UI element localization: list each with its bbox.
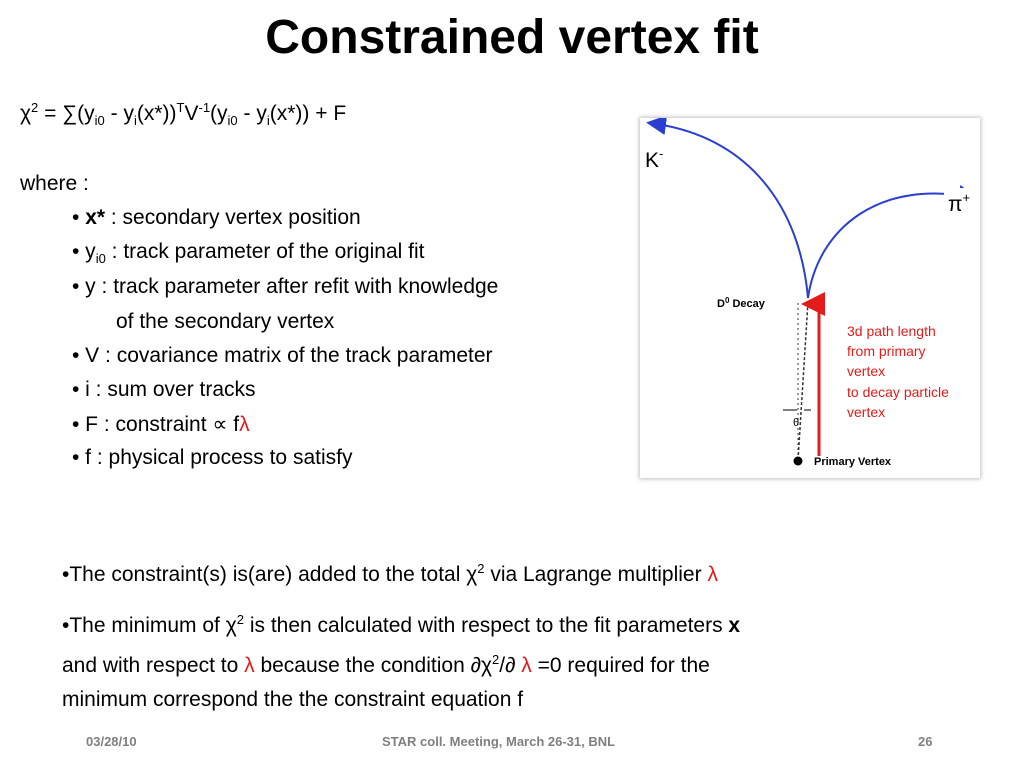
- item-F: [72, 412, 250, 437]
- annotation-line: vertex: [847, 404, 886, 420]
- item-i: • i : sum over tracks: [72, 378, 256, 401]
- fit-parameter-x: x: [728, 614, 741, 637]
- footer-page-number: 26: [918, 734, 933, 749]
- decay-label: [717, 296, 766, 310]
- subscript: i: [266, 113, 270, 129]
- subscript: i0: [227, 113, 238, 129]
- subscript: i0: [95, 251, 106, 267]
- superscript: T: [176, 100, 185, 115]
- formula-part: = ∑(y: [38, 102, 95, 125]
- exponent: 2: [477, 561, 485, 576]
- para-line: [62, 643, 962, 683]
- decay-diagram-svg: [640, 118, 980, 478]
- exponent: 2: [492, 652, 500, 667]
- formula-part: V: [184, 102, 199, 125]
- formula-part: (x*)): [136, 102, 177, 125]
- where-label: where :: [20, 172, 89, 195]
- slide-title: Constrained vertex fit: [265, 11, 759, 64]
- subscript: i0: [94, 113, 105, 129]
- item-y: • y : track parameter after refit with knowledge: [72, 275, 499, 298]
- formula-part: - y: [104, 102, 134, 125]
- d0-flight-line: [798, 302, 808, 460]
- k-label-main: K: [645, 149, 660, 172]
- exponent: 2: [236, 612, 244, 627]
- para-line: minimum correspond the the constraint equation f: [62, 688, 524, 711]
- item-V: • V : covariance matrix of the track parameter: [72, 344, 493, 367]
- decay-label-sup: 0: [724, 296, 730, 305]
- bullet: •: [72, 206, 86, 229]
- item-yi0: [72, 240, 424, 266]
- item-text: • F : constraint ∝ f: [72, 413, 240, 436]
- pi-label-sup: +: [962, 190, 971, 205]
- para-text: /∂: [499, 654, 522, 677]
- annotation-line: from primary: [847, 343, 926, 359]
- chi-symbol: χ: [466, 563, 478, 586]
- decay-label-rest: Decay: [729, 298, 765, 310]
- x-star: x*: [85, 206, 106, 229]
- item-x: [72, 206, 361, 230]
- formula-part: (y: [210, 102, 228, 125]
- item-text: : track parameter of the original fit: [105, 240, 425, 263]
- item-text: • y: [72, 240, 96, 263]
- pi-label-main: π: [948, 193, 963, 216]
- k-minus-track: [650, 123, 808, 298]
- para-text: •The constraint(s) is(are) added to the total: [62, 563, 467, 586]
- formula-part: (x*)) + F: [269, 102, 347, 125]
- item-text: : secondary vertex position: [105, 206, 361, 229]
- lambda-symbol: λ: [521, 654, 532, 677]
- k-label-sup: -: [659, 146, 664, 161]
- annotation-line: to decay particle: [847, 384, 949, 400]
- lambda-symbol: λ: [244, 654, 255, 677]
- lambda-symbol: λ: [707, 563, 718, 586]
- para-text: via Lagrange multiplier: [484, 563, 708, 586]
- theta-label: θ: [793, 417, 800, 429]
- primary-vertex-dot: [794, 457, 803, 466]
- item-y-continued: of the secondary vertex: [116, 310, 335, 333]
- lambda-symbol: λ: [239, 413, 250, 436]
- decay-diagram: [640, 118, 980, 478]
- formula-part: - y: [237, 102, 267, 125]
- chi-square-formula: [20, 100, 346, 128]
- chi-symbol: χ: [225, 614, 237, 637]
- paragraph-minimum: [62, 603, 962, 717]
- superscript: -1: [198, 100, 211, 115]
- footer-meeting: STAR coll. Meeting, March 26-31, BNL: [382, 734, 616, 749]
- exponent: 2: [31, 100, 39, 115]
- para-text: and with respect to: [62, 654, 245, 677]
- decay-label-main: D: [717, 298, 725, 310]
- para-line: [62, 603, 962, 643]
- para-text: =0 required for the: [531, 654, 710, 677]
- para-text: is then calculated with respect to the fit parameters: [244, 614, 729, 637]
- para-text: •The minimum of: [62, 614, 226, 637]
- paragraph-constraint: [62, 552, 718, 592]
- footer-date: 03/28/10: [86, 734, 137, 749]
- annotation-line: 3d path length: [847, 323, 936, 339]
- item-f: • f : physical process to satisfy: [72, 446, 353, 469]
- para-text: because the condition ∂: [254, 654, 481, 677]
- chi-symbol: χ: [20, 102, 32, 125]
- primary-vertex-label: Primary Vertex: [814, 456, 892, 468]
- subscript: i: [133, 113, 137, 129]
- chi-symbol: χ: [480, 654, 493, 677]
- annotation-line: vertex: [847, 363, 886, 379]
- path-length-annotation: [847, 323, 949, 420]
